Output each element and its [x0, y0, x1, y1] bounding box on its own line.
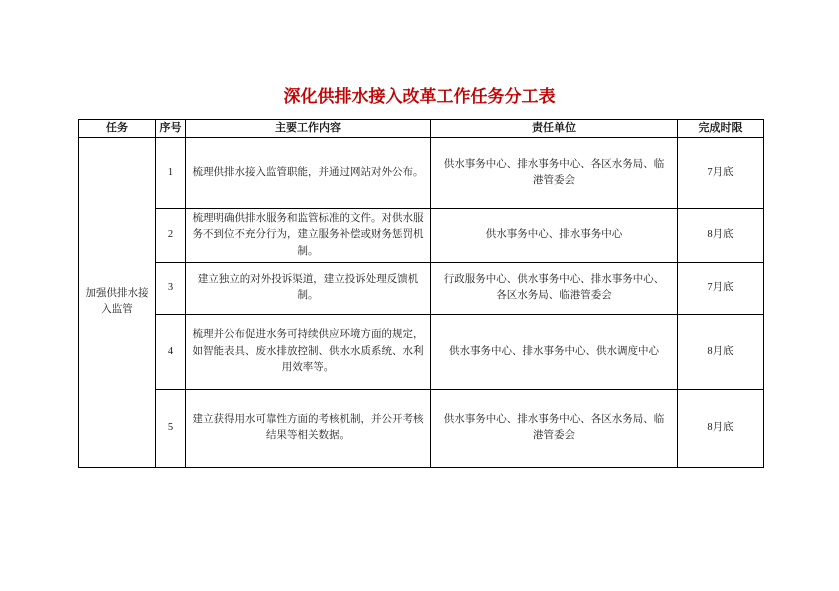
- table-row: [79, 389, 764, 467]
- deadline-cell: 7月底: [678, 262, 764, 314]
- responsible-unit-cell: 供水事务中心、排水事务中心、供水调度中心: [431, 314, 678, 389]
- table-row: [79, 209, 764, 263]
- responsible-unit-cell: 供水事务中心、排水事务中心: [431, 209, 678, 263]
- row-number-cell: 1: [156, 138, 186, 209]
- responsible-unit-cell: 供水事务中心、排水事务中心、各区水务局、临港管委会: [431, 389, 678, 467]
- table-row: [79, 138, 764, 209]
- document-title: 深化供排水接入改革工作任务分工表: [283, 87, 556, 106]
- work-content-cell: 梳理明确供排水服务和监管标准的文件。对供水服务不到位不充分行为，建立服务补偿或财务惩罚机制。: [186, 209, 431, 263]
- header-number: 序号: [156, 120, 186, 138]
- work-content-cell: 建立独立的对外投诉渠道，建立投诉处理反馈机制。: [186, 262, 431, 314]
- work-content-cell: 梳理供排水接入监管职能，并通过网站对外公布。: [186, 138, 431, 209]
- header-task: 任务: [79, 120, 156, 138]
- work-content-cell: 建立获得用水可靠性方面的考核机制，并公开考核结果等相关数据。: [186, 389, 431, 467]
- table-row: [79, 262, 764, 314]
- row-number-cell: 5: [156, 389, 186, 467]
- header-responsible-unit: 责任单位: [431, 120, 678, 138]
- responsible-unit-cell: 供水事务中心、排水事务中心、各区水务局、临港管委会: [431, 138, 678, 209]
- deadline-cell: 8月底: [678, 314, 764, 389]
- deadline-cell: 7月底: [678, 138, 764, 209]
- task-division-table: [78, 119, 764, 468]
- deadline-cell: 8月底: [678, 209, 764, 263]
- header-deadline: 完成时限: [678, 120, 764, 138]
- deadline-cell: 8月底: [678, 389, 764, 467]
- header-work-content: 主要工作内容: [186, 120, 431, 138]
- task-group-cell: 加强供排水接入监管: [79, 138, 156, 468]
- row-number-cell: 4: [156, 314, 186, 389]
- work-content-cell: 梳理并公布促进水务可持续供应环境方面的规定，如智能表具、废水排放控制、供水水质系统、水利用效率等。: [186, 314, 431, 389]
- row-number-cell: 2: [156, 209, 186, 263]
- responsible-unit-cell: 行政服务中心、供水事务中心、排水事务中心、各区水务局、临港管委会: [431, 262, 678, 314]
- table-header-row: [79, 120, 764, 138]
- table-row: [79, 314, 764, 389]
- row-number-cell: 3: [156, 262, 186, 314]
